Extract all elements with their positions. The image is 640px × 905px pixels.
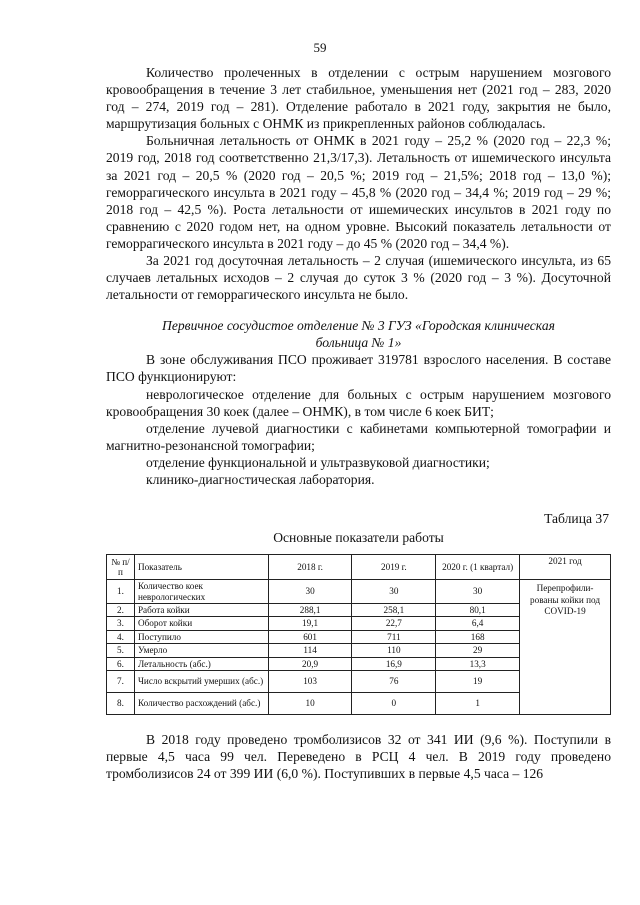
page-content [106, 64, 611, 782]
header-2019: 2019 г. [352, 555, 436, 580]
row-value-2018: 601 [268, 630, 352, 643]
row-value-2019: 110 [352, 644, 436, 657]
row-value-2020: 80,1 [436, 604, 520, 617]
row-value-2018: 20,9 [268, 657, 352, 670]
row-value-2018: 114 [268, 644, 352, 657]
row-num: 5. [107, 644, 135, 657]
row-value-2018: 10 [268, 693, 352, 715]
indicators-table [106, 554, 611, 715]
paragraph: В зоне обслуживания ПСО проживает 319781 взрослого населения. В составе ПСО функционируют: [106, 352, 611, 385]
row-num: 3. [107, 617, 135, 630]
row-value-2020: 6,4 [436, 617, 520, 630]
row-value-2018: 103 [268, 671, 352, 693]
row-value-2019: 258,1 [352, 604, 436, 617]
row-value-2019: 16,9 [352, 657, 436, 670]
row-value-2020: 1 [436, 693, 520, 715]
table-label: Таблица 37 [544, 511, 609, 527]
table-header-row [107, 555, 611, 580]
row-value-2020: 13,3 [436, 657, 520, 670]
row-num: 4. [107, 630, 135, 643]
table-row [107, 580, 611, 604]
paragraph: Количество пролеченных в отделении с острым нарушением мозгового кровообращения в течение 3 лет стабильное, уменьшения нет (2021 год – 283, 2020 год – 274, 2019 год – 281). Отделение работало в 2021 году, закрытия не было, маршрутизация больных с ОНМК из прикрепленных районов соблюдалась. [106, 65, 611, 132]
row-value-2018: 30 [268, 580, 352, 604]
header-2021: 2021 год [520, 555, 611, 580]
header-num: № п/п [107, 555, 135, 580]
header-indicator: Показатель [134, 555, 268, 580]
row-value-2019: 30 [352, 580, 436, 604]
row-num: 7. [107, 671, 135, 693]
row-value-2020: 19 [436, 671, 520, 693]
paragraph: Больничная летальность от ОНМК в 2021 году – 25,2 % (2020 год – 22,3 %; 2019 год, 2018 год соответственно 21,3/17,3). Летальность от ишемического инсульта за 2021 год – 20,5 % (2020 год – 20,5 %; 2019 год – 21,5%; 2018 год – 13,0 %); геморрагического инсульта в 2021 году – 45,8 % (2020 год – 34,4 %; 2019 год – 29 %; 2018 год – 42,5 %). Роста летальности от ишемических инсультов в 2021 году по сравнению с 2020 годом нет, на одном уровне. Высокий показатель летальности от геморрагического инсульта в 2021 году – до 45 % (2020 год – 34,4 %). [106, 133, 611, 251]
row-value-2020: 30 [436, 580, 520, 604]
row-value-2020: 29 [436, 644, 520, 657]
row-value-2019: 0 [352, 693, 436, 715]
list-item: клинико-диагностическая лаборатория. [146, 471, 375, 487]
row-value-2019: 76 [352, 671, 436, 693]
row-num: 1. [107, 580, 135, 604]
paragraph: За 2021 год досуточная летальность – 2 случая (ишемического инсульта, из 65 случаев летальных исходов – 2 случая до суток 3 % (2020 год – 3 %). Досуточной летальности от геморрагического инсульта не было. [106, 253, 611, 303]
section-heading: Первичное сосудистое отделение № 3 ГУЗ «Городская клиническая больница № 1» [162, 318, 555, 351]
row-indicator: Работа койки [134, 604, 268, 617]
header-2018: 2018 г. [268, 555, 352, 580]
row-indicator: Число вскрытий умерших (абс.) [134, 671, 268, 693]
row-value-2019: 711 [352, 630, 436, 643]
table-title: Основные показатели работы [273, 530, 444, 546]
row-value-2018: 19,1 [268, 617, 352, 630]
covid-note: Перепрофили-рованы койки под COVID-19 [520, 580, 611, 715]
row-value-2018: 288,1 [268, 604, 352, 617]
row-value-2020: 168 [436, 630, 520, 643]
header-2020: 2020 г. (1 квартал) [436, 555, 520, 580]
row-indicator: Количество расхождений (абс.) [134, 693, 268, 715]
row-num: 6. [107, 657, 135, 670]
row-num: 2. [107, 604, 135, 617]
page-number: 59 [313, 40, 327, 55]
row-indicator: Оборот койки [134, 617, 268, 630]
row-indicator: Умерло [134, 644, 268, 657]
row-indicator: Поступило [134, 630, 268, 643]
row-value-2019: 22,7 [352, 617, 436, 630]
row-indicator: Летальность (абс.) [134, 657, 268, 670]
paragraph: В 2018 году проведено тромболизисов 32 от 341 ИИ (9,6 %). Поступили в первые 4,5 часа 99 чел. Переведено в РСЦ 4 чел. В 2019 году проведено тромболизисов 24 от 399 ИИ (6,0 %). Поступивших в первые 4,5 часа – 126 [106, 732, 611, 782]
list-item: неврологическое отделение для больных с острым нарушением мозгового кровообращения 30 коек (далее – ОНМК), в том числе 6 коек БИТ; [106, 386, 611, 419]
row-indicator: Количество коек неврологических [134, 580, 268, 604]
row-num: 8. [107, 693, 135, 715]
list-item: отделение лучевой диагностики с кабинетами компьютерной томографии и магнитно-резонансной томографии; [106, 420, 611, 453]
list-item: отделение функциональной и ультразвуковой диагностики; [146, 454, 490, 470]
